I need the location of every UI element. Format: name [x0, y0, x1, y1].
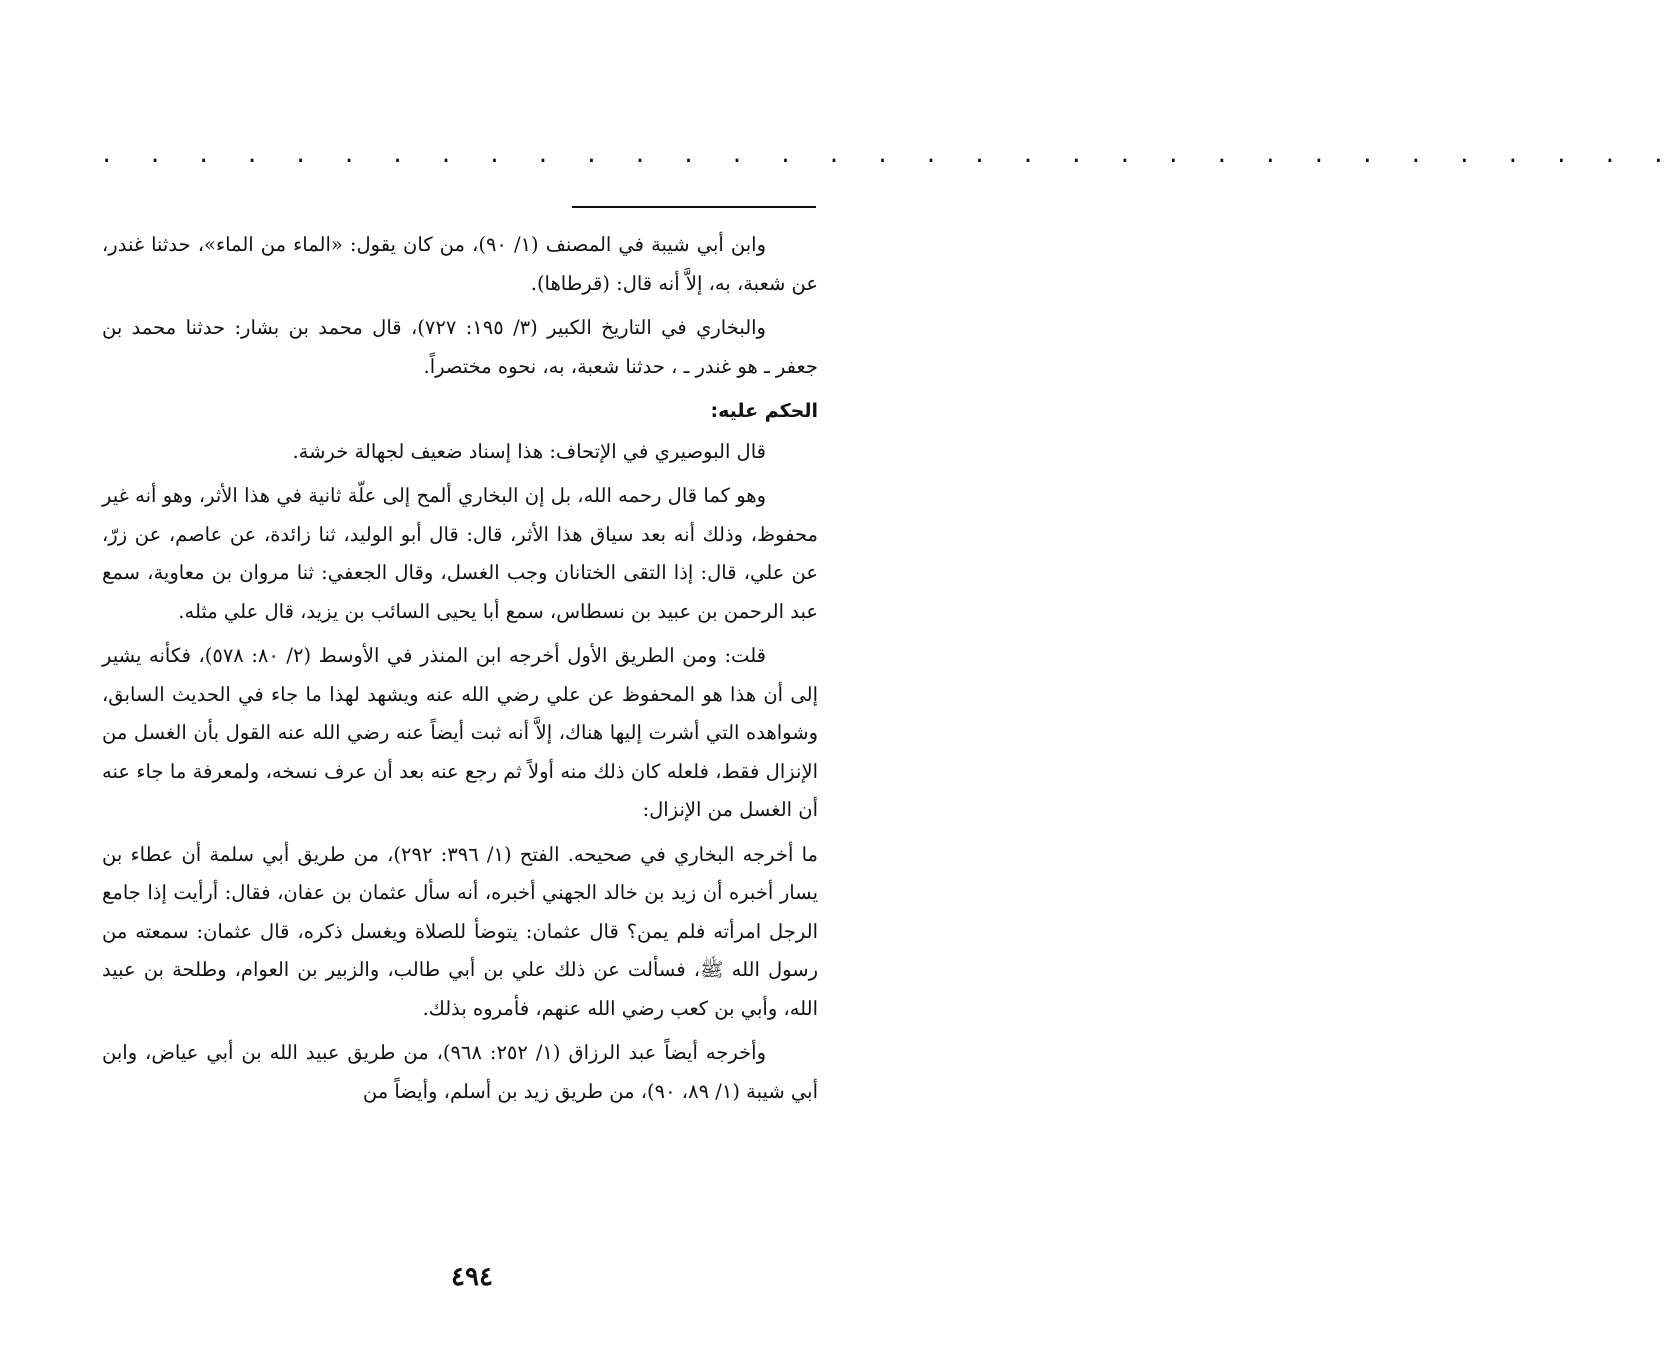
paragraph-busiri: قال البوصيري في الإتحاف: هذا إسناد ضعيف لجهالة خرشة. — [292, 439, 766, 463]
footnote-rule — [572, 206, 816, 208]
page-body — [102, 226, 818, 1117]
separator-dots: . . . . . . . . . . . . . . . . . . . . . . . . . . . . . . . . . — [100, 143, 1676, 168]
paragraph-abd-al-razzaq: وأخرجه أيضاً عبد الرزاق (١/ ٢٥٢: ٩٦٨)، من طريق عبيد الله بن أبي عياض، وابن أبي شيبة (١/ ٨٩، ٩٠)، من طريق زيد بن أسلم، وأيضاً من — [102, 1041, 818, 1103]
paragraph-qultu: قلت: ومن الطريق الأول أخرجه ابن المنذر في الأوسط (٢/ ٨٠: ٥٧٨)، فكأنه يشير إلى أن هذا هو المحفوظ عن علي رضي الله عنه ويشهد لهذا ما جاء في الحديث السابق، وشواهده التي أشرت إليها هناك، إلاَّ أنه ثبت أيضاً عنه رضي الله عنه القول بأن الغسل من الإنزال فقط، فلعله كان ذلك منه أولاً ثم رجع عنه بعد أن عرف نسخه، ولمعرفة ما جاء عنه أن الغسل من الإنزال: — [102, 644, 818, 821]
paragraph-illah: وهو كما قال رحمه الله، بل إن البخاري ألمح إلى علّة ثانية في هذا الأثر، وهو أنه غير محفوظ، وذلك أنه بعد سياق هذا الأثر، قال: قال أبو الوليد، ثنا زائدة، عن عاصم، عن زرّ، عن علي، قال: إذا التقى الختانان وجب الغسل، وقال الجعفي: ثنا مروان بن معاوية، سمع عبد الرحمن بن عبيد بن نسطاس، سمع أبا يحيى السائب بن يزيد، قال علي مثله. — [102, 484, 818, 623]
paragraph-bukhari-tarikh: والبخاري في التاريخ الكبير (٣/ ١٩٥: ٧٢٧)، قال محمد بن بشار: حدثنا محمد بن جعفر ـ هو غندر ـ ، حدثنا شعبة، به، نحوه مختصراً. — [102, 316, 818, 378]
paragraph-bukhari-sahih: ما أخرجه البخاري في صحيحه. الفتح (١/ ٣٩٦: ٢٩٢)، من طريق أبي سلمة أن عطاء بن يسار أخبره أن زيد بن خالد الجهني أخبره، أنه سأل عثمان بن عفان، فقال: أرأيت إذا جامع الرجل امرأته فلم يمن؟ قال عثمان: يتوضأ للصلاة ويغسل ذكره، قال عثمان: سمعته من رسول الله ﷺ، فسألت عن ذلك علي بن أبي طالب، والزبير بن العوام، وطلحة بن عبيد الله، وأبي بن كعب رضي الله عنهم، فأمروه بذلك. — [102, 842, 818, 1020]
page-number: ٤٩٤ — [451, 1262, 493, 1292]
paragraph-ibn-abi-shaybah: وابن أبي شيبة في المصنف (١/ ٩٠)، من كان يقول: «الماء من الماء»، حدثنا غندر، عن شعبة، به، إلاَّ أنه قال: (قرطاها). — [102, 233, 818, 295]
section-heading: الحكم عليه: — [710, 400, 818, 422]
